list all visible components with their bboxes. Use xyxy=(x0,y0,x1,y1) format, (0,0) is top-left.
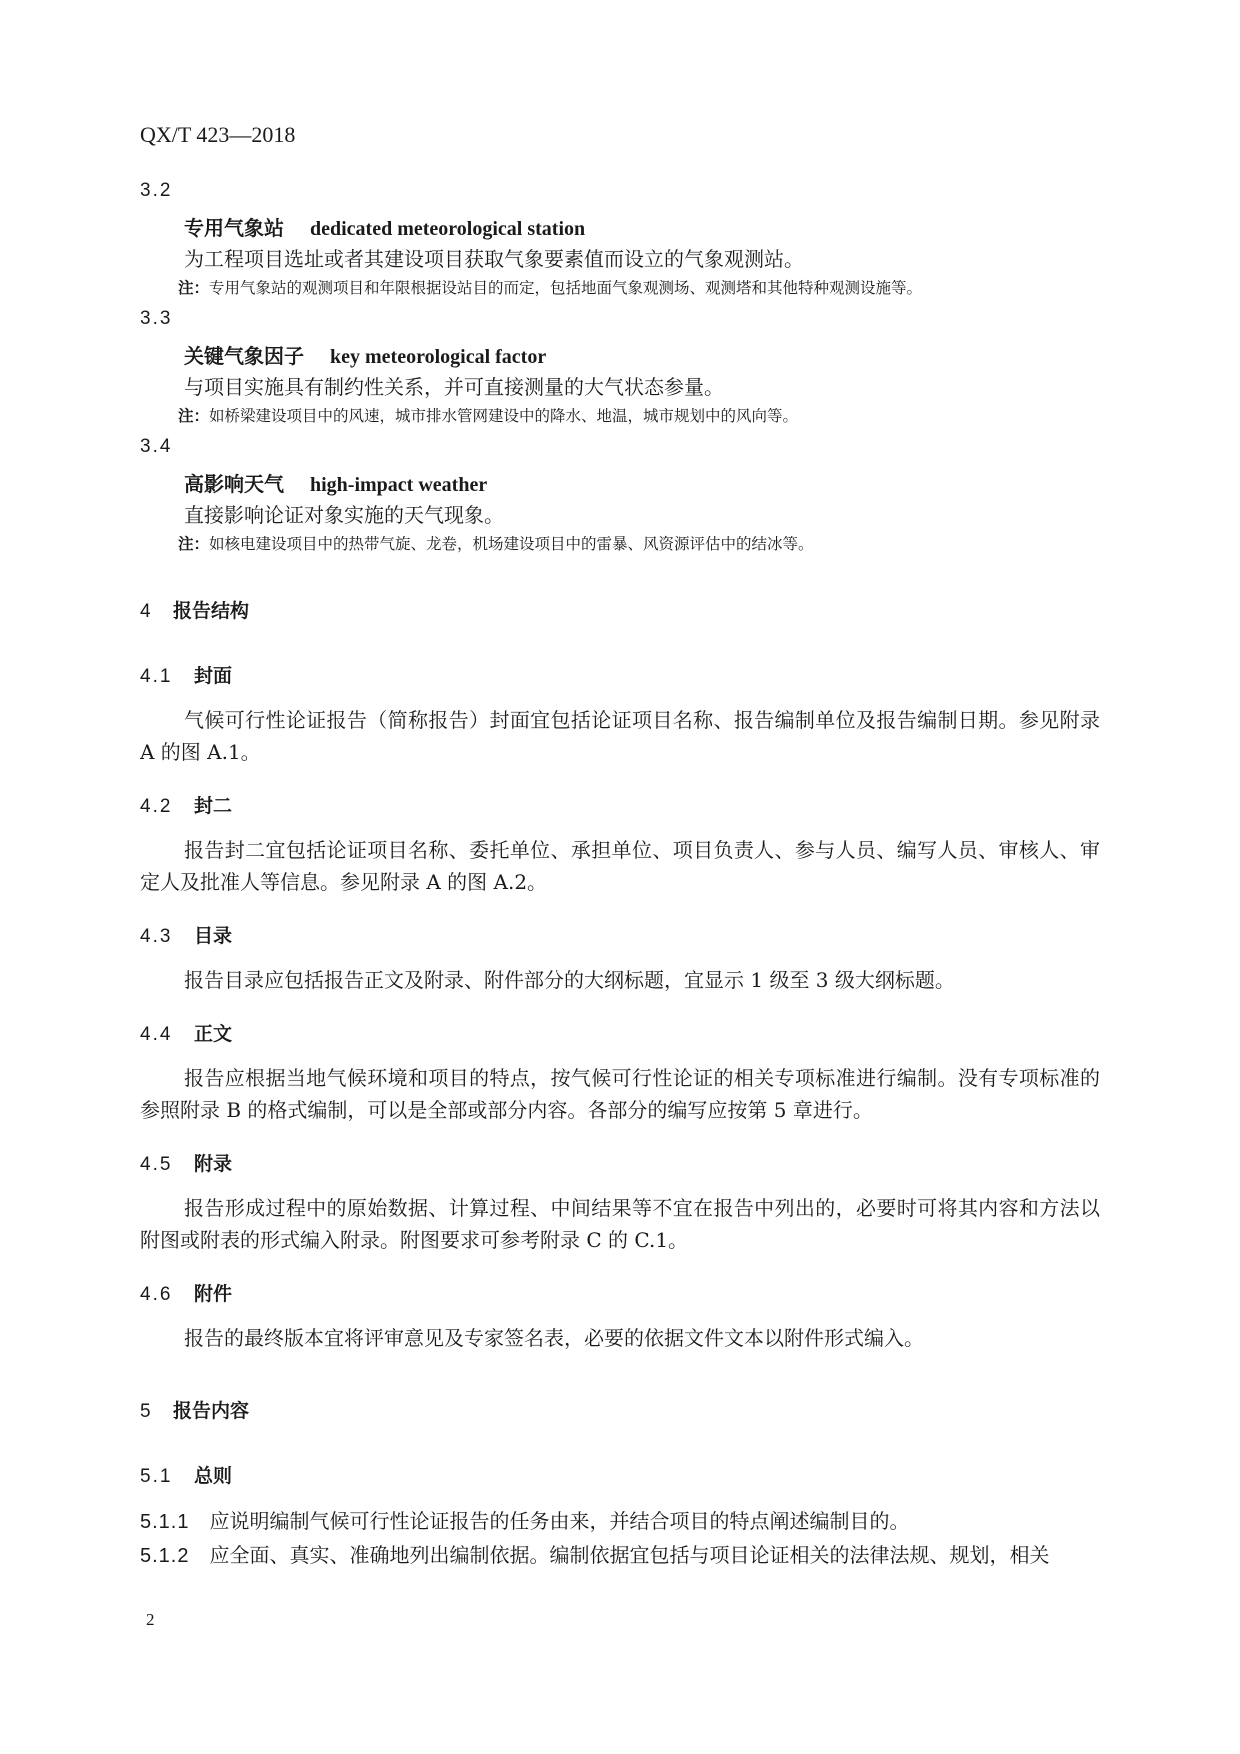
term-number: 3.4 xyxy=(140,436,173,457)
paragraph: 报告形成过程中的原始数据、计算过程、中间结果等不宜在报告中列出的，必要时可将其内容和方法以附图或附表的形式编入附录。附图要求可参考附录 C 的 C.1。 xyxy=(140,1196,1100,1252)
subsection-heading xyxy=(140,661,232,688)
subsection-title: 附录 xyxy=(194,1153,233,1175)
term-number: 3.3 xyxy=(140,308,173,329)
subsection-heading xyxy=(140,1461,232,1488)
note-label: 注： xyxy=(178,406,210,425)
section-heading xyxy=(140,1396,249,1423)
subsection-heading xyxy=(140,1279,232,1306)
term-number: 3.2 xyxy=(140,180,173,201)
subsection-number: 4.6 xyxy=(140,1284,173,1305)
subsection-title: 正文 xyxy=(194,1023,233,1045)
page-number: 2 xyxy=(146,1610,155,1629)
paragraph: 报告应根据当地气候环境和项目的特点，按气候可行性论证的相关专项标准进行编制。没有专项标准的参照附录 B 的格式编制，可以是全部或部分内容。各部分的编写应按第 5 章进行。 xyxy=(140,1066,1100,1122)
subsection-heading xyxy=(140,921,232,948)
subsection-title: 封面 xyxy=(194,665,233,687)
subsection-heading xyxy=(140,791,232,818)
note-label: 注： xyxy=(178,534,210,553)
section-number: 4 xyxy=(140,601,153,622)
paragraph: 报告封二宜包括论证项目名称、委托单位、承担单位、项目负责人、参与人员、编写人员、审核人、审定人及批准人等信息。参见附录 A 的图 A.2。 xyxy=(140,838,1100,894)
subsection-heading xyxy=(140,1019,232,1046)
term-en: high-impact weather xyxy=(310,474,488,496)
subsection-title: 附件 xyxy=(194,1283,233,1305)
note-text: 如核电建设项目中的热带气旋、龙卷，机场建设项目中的雷暴、风资源评估中的结冰等。 xyxy=(209,535,814,553)
term-note xyxy=(178,532,814,554)
section-number: 5 xyxy=(140,1401,153,1422)
clause-text: 应说明编制气候可行性论证报告的任务由来，并结合项目的特点阐述编制目的。 xyxy=(209,1509,910,1533)
subsection-number: 4.1 xyxy=(140,666,173,687)
clause xyxy=(140,1539,1100,1568)
subsection-title: 总则 xyxy=(194,1465,233,1487)
term-title xyxy=(184,468,487,497)
subsection-number: 5.1 xyxy=(140,1466,173,1487)
clause-number: 5.1.2 xyxy=(140,1545,190,1567)
term-definition: 直接影响论证对象实施的天气现象。 xyxy=(184,503,504,527)
clause-number: 5.1.1 xyxy=(140,1511,190,1533)
term-definition: 为工程项目选址或者其建设项目获取气象要素值而设立的气象观测站。 xyxy=(184,247,804,271)
term-note xyxy=(178,404,798,426)
subsection-number: 4.2 xyxy=(140,796,173,817)
note-label: 注： xyxy=(178,278,210,297)
subsection-number: 4.3 xyxy=(140,926,173,947)
clause-text: 应全面、真实、准确地列出编制依据。编制依据宜包括与项目论证相关的法律法规、规划，相关 xyxy=(209,1543,1050,1567)
section-heading xyxy=(140,596,249,623)
paragraph: 报告的最终版本宜将评审意见及专家签名表，必要的依据文件文本以附件形式编入。 xyxy=(184,1326,924,1350)
subsection-heading xyxy=(140,1149,232,1176)
subsection-number: 4.5 xyxy=(140,1154,173,1175)
section-title: 报告内容 xyxy=(173,1400,250,1422)
term-en: key meteorological factor xyxy=(330,346,547,368)
standard-code-header: QX/T 423—2018 xyxy=(140,122,296,147)
note-text: 如桥梁建设项目中的风速，城市排水管网建设中的降水、地温，城市规划中的风向等。 xyxy=(209,407,799,425)
section-title: 报告结构 xyxy=(173,600,250,622)
subsection-title: 封二 xyxy=(194,795,233,817)
note-text: 专用气象站的观测项目和年限根据设站目的而定，包括地面气象观测场、观测塔和其他特种观测设施等。 xyxy=(209,279,923,297)
subsection-title: 目录 xyxy=(194,925,233,947)
term-note xyxy=(178,276,922,298)
term-definition: 与项目实施具有制约性关系，并可直接测量的大气状态参量。 xyxy=(184,375,724,399)
paragraph: 气候可行性论证报告（简称报告）封面宜包括论证项目名称、报告编制单位及报告编制日期。参见附录 A 的图 A.1。 xyxy=(140,708,1100,764)
term-zh: 专用气象站 xyxy=(184,216,284,240)
term-en: dedicated meteorological station xyxy=(310,218,586,240)
term-zh: 高影响天气 xyxy=(184,472,284,496)
term-title xyxy=(184,340,546,369)
term-zh: 关键气象因子 xyxy=(184,344,304,368)
term-title xyxy=(184,212,585,241)
clause xyxy=(140,1505,1100,1534)
paragraph: 报告目录应包括报告正文及附录、附件部分的大纲标题，宜显示 1 级至 3 级大纲标题。 xyxy=(184,968,955,992)
subsection-number: 4.4 xyxy=(140,1024,173,1045)
